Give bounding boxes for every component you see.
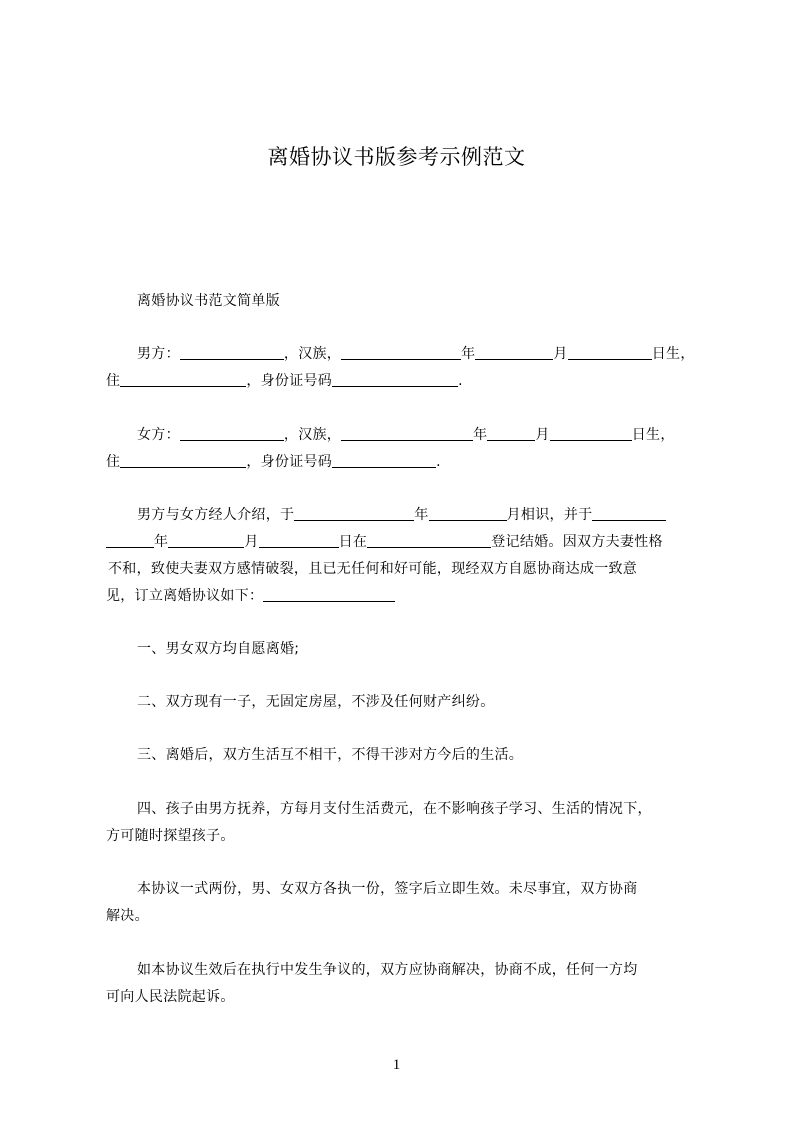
male-birth-day-blank <box>568 345 652 360</box>
marriage-year-blank-1 <box>592 506 666 521</box>
male-name-blank <box>180 345 284 360</box>
female-birth-day-blank <box>550 426 632 441</box>
clause-4-line-1: 四、孩子由男方抚养，方每月支付生活费元，在不影响孩子学习、生活的情况下， <box>137 801 652 817</box>
intro-line-3: 不和，致使夫妻双方感情破裂，且已无任何和好可能，现经双方自愿协商达成一致意 <box>108 561 638 577</box>
female-line-1: 女方： ，汉族， 年 月 日生， <box>137 427 675 443</box>
female-birth-year-blank <box>341 426 473 441</box>
agreement-blank <box>263 587 395 602</box>
female-birth-month-blank <box>487 426 535 441</box>
male-line-2: 住 ，身份证号码 . <box>106 373 463 389</box>
document-title: 离婚协议书版参考示例范文 <box>267 145 526 169</box>
marriage-day-blank <box>259 533 339 548</box>
clause-3: 三、离婚后，双方生活互不相干，不得干涉对方今后的生活。 <box>137 747 524 763</box>
clause-2: 二、双方现有一子，无固定房屋，不涉及任何财产纠纷。 <box>137 694 495 710</box>
intro-line-4: 见，订立离婚协议如下： <box>106 586 702 606</box>
subtitle: 离婚协议书范文简单版 <box>137 293 280 309</box>
female-label: 女方： <box>137 427 180 443</box>
male-address-blank <box>120 372 246 387</box>
male-birth-month-blank <box>475 345 553 360</box>
clause-5-line-2: 解决。 <box>106 908 149 924</box>
clause-6-line-2: 可向人民法院起诉。 <box>106 989 235 1005</box>
meet-month-blank <box>429 506 507 521</box>
meet-year-blank <box>294 506 414 521</box>
marriage-year-blank-2 <box>106 533 154 548</box>
male-birth-year-blank <box>341 345 461 360</box>
intro-line-1: 男方与女方经人介绍，于 年 月相识，并于 <box>137 505 733 525</box>
page-number: 1 <box>392 1057 401 1073</box>
female-id-blank <box>332 453 436 468</box>
registration-place-blank <box>367 533 491 548</box>
intro-line-2: 年 月 日在 登记结婚。因双方夫妻性格 <box>106 532 702 552</box>
clause-6-line-1: 如本协议生效后在执行中发生争议的，双方应协商解决，协商不成，任何一方均 <box>137 962 638 978</box>
male-line-1: 男方： ，汉族， 年 月 日生， <box>137 346 695 362</box>
female-address-blank <box>120 453 246 468</box>
female-line-2: 住 ，身份证号码 . <box>106 454 441 470</box>
clause-5-line-1: 本协议一式两份，男、女双方各执一份，签字后立即生效。未尽事宜，双方协商 <box>137 881 638 897</box>
clause-4-line-2: 方可随时探望孩子。 <box>106 828 235 844</box>
marriage-month-blank <box>168 533 244 548</box>
male-id-blank <box>332 372 458 387</box>
clause-1: 一、男女双方均自愿离婚; <box>137 641 300 657</box>
female-name-blank <box>180 426 284 441</box>
male-label: 男方： <box>137 346 180 362</box>
